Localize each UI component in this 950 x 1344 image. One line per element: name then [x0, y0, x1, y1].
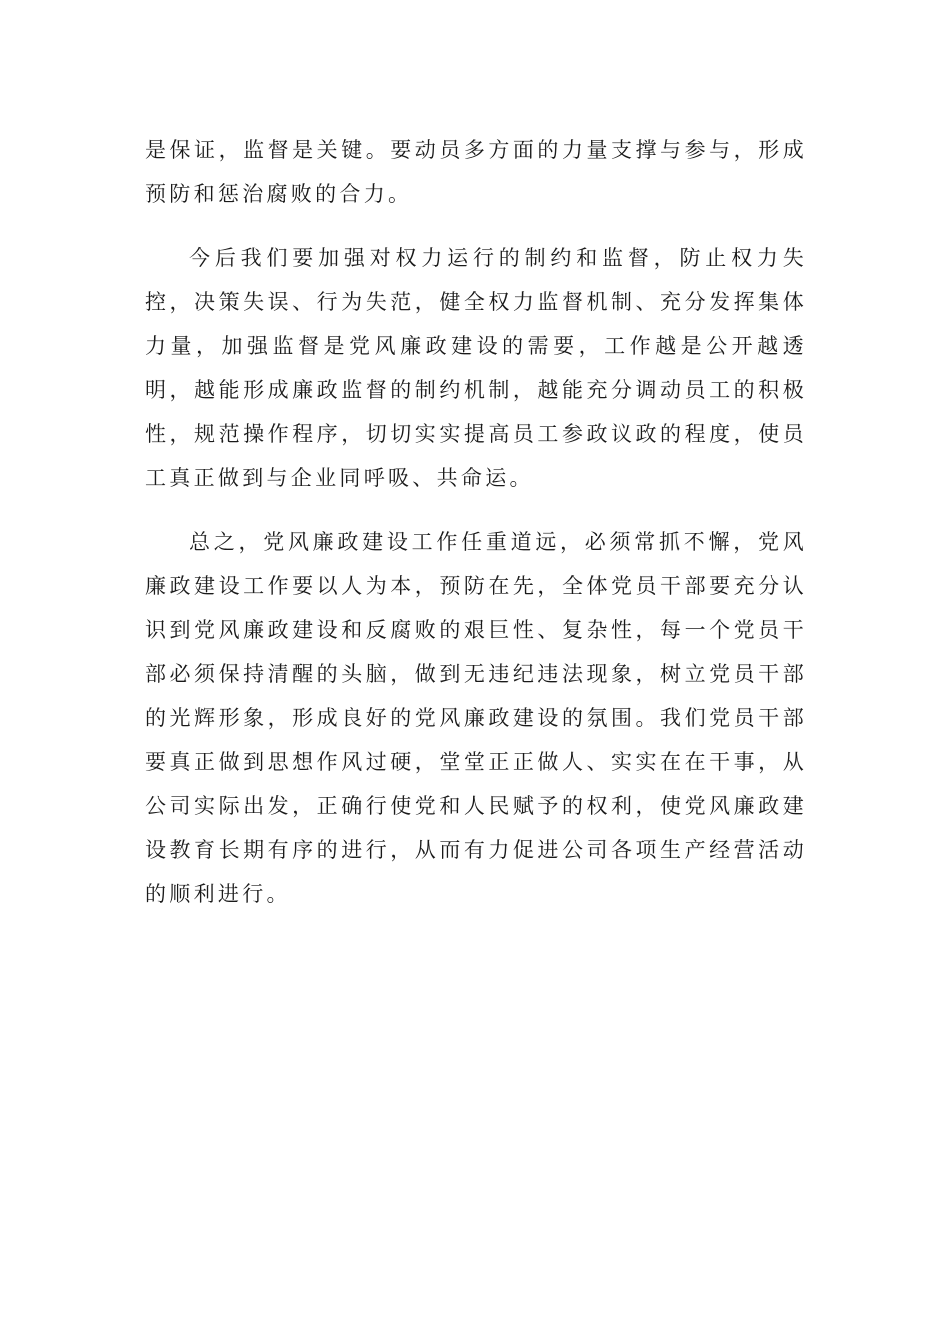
paragraph-conclusion: 总之，党风廉政建设工作任重道远，必须常抓不懈，党风廉政建设工作要以人为本，预防在先，全体党员干部要充分认识到党风廉政建设和反腐败的艰巨性、复杂性，每一个党员干部必须保持清醒的头脑，做到无违纪违法现象，树立党员干部的光辉形象，形成良好的党风廉政建设的氛围。我们党员干部要真正做到思想作风过硬，堂堂正正做人、实实在在干事，从公司实际出发，正确行使党和人民赋予的权利，使党风廉政建设教育长期有序的进行，从而有力促进公司各项生产经营活动的顺利进行。 [145, 530, 807, 906]
document-body [145, 128, 807, 936]
paragraph-supervision: 今后我们要加强对权力运行的制约和监督，防止权力失控，决策失误、行为失范，健全权力监督机制、充分发挥集体力量，加强监督是党风廉政建设的需要，工作越是公开越透明，越能形成廉政监督的制约机制，越能充分调动员工的积极性，规范操作程序，切切实实提高员工参政议政的程度，使员工真正做到与企业同呼吸、共命运。 [145, 246, 807, 490]
paragraph-continuation: 是保证，监督是关键。要动员多方面的力量支撑与参与，形成预防和惩治腐败的合力。 [145, 138, 807, 206]
